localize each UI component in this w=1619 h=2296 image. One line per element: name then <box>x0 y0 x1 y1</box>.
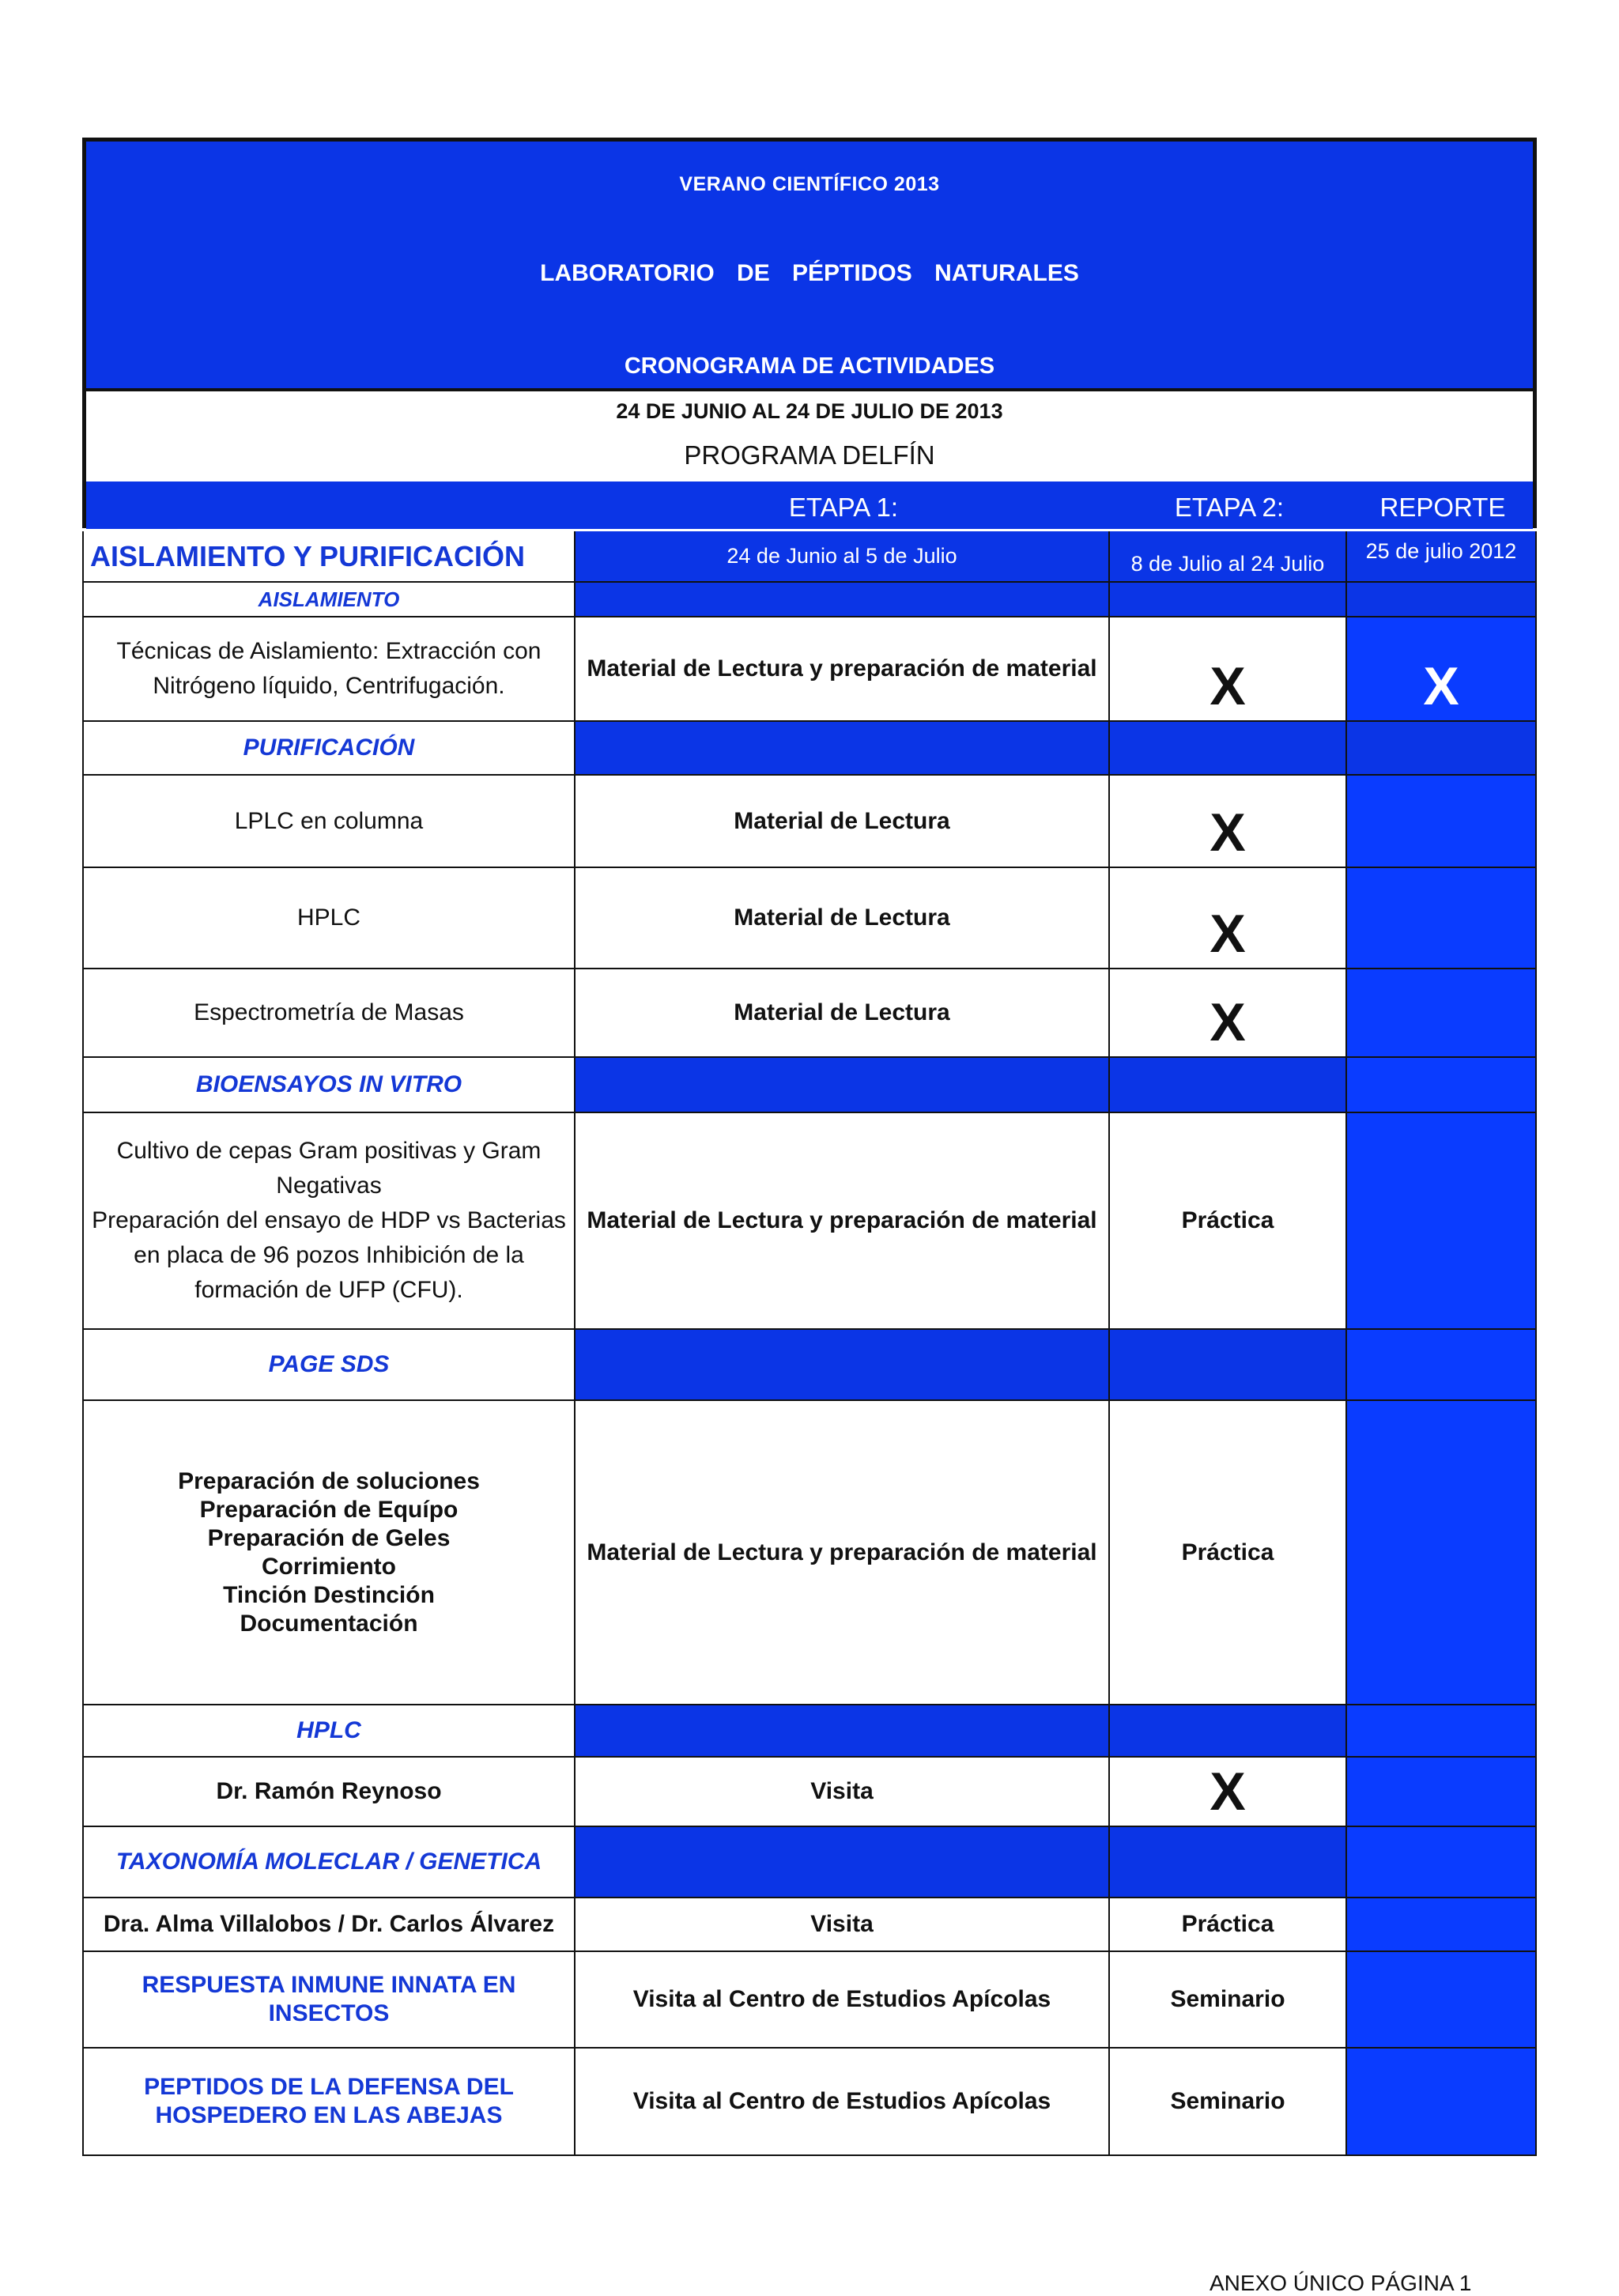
activity-row <box>82 969 1537 1058</box>
section-cell <box>82 1705 576 1758</box>
activity-cell: Espectrometría de Masas <box>82 969 576 1058</box>
lab-name: LABORATORIO DE PÉPTIDOS NATURALES <box>540 260 1079 286</box>
etapa2-mark: X <box>1110 1758 1347 1827</box>
etapa1-cell: Visita al Centro de Estudios Apícolas <box>576 1952 1110 2049</box>
etapa2-cell: Seminario <box>1110 2049 1347 2156</box>
activity-row <box>82 868 1537 969</box>
activity-text: Nitrógeno líquido, Centrifugación. <box>153 673 505 699</box>
activity-text: Tinción Destinción <box>223 1581 435 1608</box>
reporte-heading: REPORTE <box>1379 493 1506 522</box>
section-bioensayos: BIOENSAYOS IN VITRO <box>195 1071 462 1097</box>
section-hplc: HPLC <box>296 1717 361 1743</box>
header-date-band <box>86 388 1533 488</box>
activity-row <box>82 776 1537 868</box>
activity-text: Cultivo de cepas Gram positivas y Gram <box>116 1138 542 1164</box>
etapa1-dates: 24 de Junio al 5 de Julio <box>576 531 1110 583</box>
main-section-title: AISLAMIENTO Y PURIFICACIÓN <box>90 539 526 572</box>
section-taxonomia: TAXONOMÍA MOLECLAR / GENETICA <box>115 1849 542 1875</box>
section-fill <box>576 1058 1110 1113</box>
activity-cell <box>82 1113 576 1330</box>
section-row <box>82 1330 1537 1401</box>
section-fill <box>1110 1827 1347 1898</box>
activity-text: Negativas <box>276 1173 382 1199</box>
page-footer: ANEXO ÚNICO PÁGINA 1 <box>1210 2271 1472 2295</box>
column-header-row <box>82 531 1537 583</box>
reporte-fill <box>1347 1113 1537 1330</box>
section-fill <box>1347 1827 1537 1898</box>
section-row <box>82 1058 1537 1113</box>
main-section-cell <box>82 531 576 583</box>
reporte-fill <box>1347 1898 1537 1952</box>
etapa2-mark: X <box>1110 868 1347 969</box>
section-fill <box>576 1827 1110 1898</box>
activity-row <box>82 1898 1537 1952</box>
activity-row <box>82 1113 1537 1330</box>
reporte-fill <box>1347 1758 1537 1827</box>
etapa2-mark: X <box>1110 776 1347 868</box>
section-cell <box>82 1058 576 1113</box>
etapa2-mark: X <box>1110 617 1347 722</box>
etapa2-mark: X <box>1110 969 1347 1058</box>
activity-text: Preparación de Equípo <box>199 1496 459 1523</box>
reporte-fill <box>1347 2049 1537 2156</box>
etapa1-cell: Visita <box>576 1758 1110 1827</box>
reporte-fill <box>1347 868 1537 969</box>
section-fill <box>1347 1330 1537 1401</box>
activity-text: INSECTOS <box>268 2000 390 2026</box>
activity-text: Corrimiento <box>261 1553 396 1580</box>
activity-text: RESPUESTA INMUNE INNATA EN <box>142 1972 516 1998</box>
section-row <box>82 583 1537 617</box>
activity-text: Preparación del ensayo de HDP vs Bacterias <box>92 1207 566 1233</box>
activity-cell: HPLC <box>82 868 576 969</box>
section-fill <box>1347 722 1537 776</box>
schedule-title: CRONOGRAMA DE ACTIVIDADES <box>624 353 995 379</box>
activity-text: Preparación de soluciones <box>178 1467 480 1494</box>
section-fill <box>1110 1058 1347 1113</box>
etapa2-cell: Práctica <box>1110 1113 1347 1330</box>
activity-row <box>82 2049 1537 2156</box>
section-fill <box>1110 1705 1347 1758</box>
section-cell <box>82 722 576 776</box>
section-fill <box>1110 583 1347 617</box>
etapa1-cell: Material de Lectura <box>576 776 1110 868</box>
reporte-fill <box>1347 776 1537 868</box>
activity-cell: LPLC en columna <box>82 776 576 868</box>
etapa2-heading: ETAPA 2: <box>1174 493 1285 522</box>
activity-cell <box>82 2049 576 2156</box>
activity-cell: Dr. Ramón Reynoso <box>82 1758 576 1827</box>
section-fill <box>1110 722 1347 776</box>
reporte-mark: X <box>1347 617 1537 722</box>
section-fill <box>576 583 1110 617</box>
activity-cell <box>82 1952 576 2049</box>
etapa2-cell: Práctica <box>1110 1898 1347 1952</box>
reporte-fill <box>1347 969 1537 1058</box>
etapa1-cell: Visita al Centro de Estudios Apícolas <box>576 2049 1110 2156</box>
activity-text: Preparación de Geles <box>207 1524 451 1551</box>
section-cell <box>82 583 576 617</box>
etapa2-dates: 8 de Julio al 24 Julio <box>1110 531 1347 583</box>
section-fill <box>1347 1058 1537 1113</box>
activity-text: en placa de 96 pozos Inhibición de la <box>134 1242 524 1268</box>
activity-text: Técnicas de Aislamiento: Extracción con <box>116 638 542 664</box>
section-fill <box>1110 1330 1347 1401</box>
activity-cell <box>82 617 576 722</box>
section-fill <box>576 722 1110 776</box>
section-aislamiento: AISLAMIENTO <box>258 587 400 611</box>
etapa1-cell: Material de Lectura <box>576 868 1110 969</box>
etapa1-cell: Material de Lectura y preparación de material <box>576 617 1110 722</box>
etapa1-cell: Visita <box>576 1898 1110 1952</box>
activity-row <box>82 1952 1537 2049</box>
section-cell <box>82 1330 576 1401</box>
section-fill <box>1347 583 1537 617</box>
etapa1-heading: ETAPA 1: <box>788 493 899 522</box>
activity-row <box>82 617 1537 722</box>
etapa1-cell: Material de Lectura y preparación de material <box>576 1113 1110 1330</box>
section-fill <box>576 1330 1110 1401</box>
section-row <box>82 1827 1537 1898</box>
activity-row <box>82 1758 1537 1827</box>
activity-text: formación de UFP (CFU). <box>194 1277 463 1303</box>
schedule-header <box>82 138 1537 528</box>
activity-cell <box>82 1401 576 1705</box>
etapa2-cell: Seminario <box>1110 1952 1347 2049</box>
etapa1-cell: Material de Lectura y preparación de material <box>576 1401 1110 1705</box>
section-fill <box>576 1705 1110 1758</box>
program-year: VERANO CIENTÍFICO 2013 <box>679 173 940 195</box>
section-row <box>82 1705 1537 1758</box>
reporte-date: 25 de julio 2012 <box>1347 531 1537 583</box>
activity-text: PEPTIDOS DE LA DEFENSA DEL <box>144 2074 514 2100</box>
activity-text: Documentación <box>240 1610 418 1637</box>
reporte-fill <box>1347 1401 1537 1705</box>
etapa1-cell: Material de Lectura <box>576 969 1110 1058</box>
section-page-sds: PAGE SDS <box>268 1351 390 1377</box>
section-cell <box>82 1827 576 1898</box>
header-title-band <box>86 142 1533 388</box>
date-range: 24 DE JUNIO AL 24 DE JULIO DE 2013 <box>616 399 1003 423</box>
stage-header-band <box>86 481 1533 529</box>
etapa2-cell: Práctica <box>1110 1401 1347 1705</box>
activity-text: HOSPEDERO EN LAS ABEJAS <box>155 2102 503 2128</box>
section-fill <box>1347 1705 1537 1758</box>
reporte-fill <box>1347 1952 1537 2049</box>
program-name: PROGRAMA DELFÍN <box>684 440 935 470</box>
activity-cell: Dra. Alma Villalobos / Dr. Carlos Álvarez <box>82 1898 576 1952</box>
activity-row <box>82 1401 1537 1705</box>
section-purificacion: PURIFICACIÓN <box>243 734 415 761</box>
section-row <box>82 722 1537 776</box>
